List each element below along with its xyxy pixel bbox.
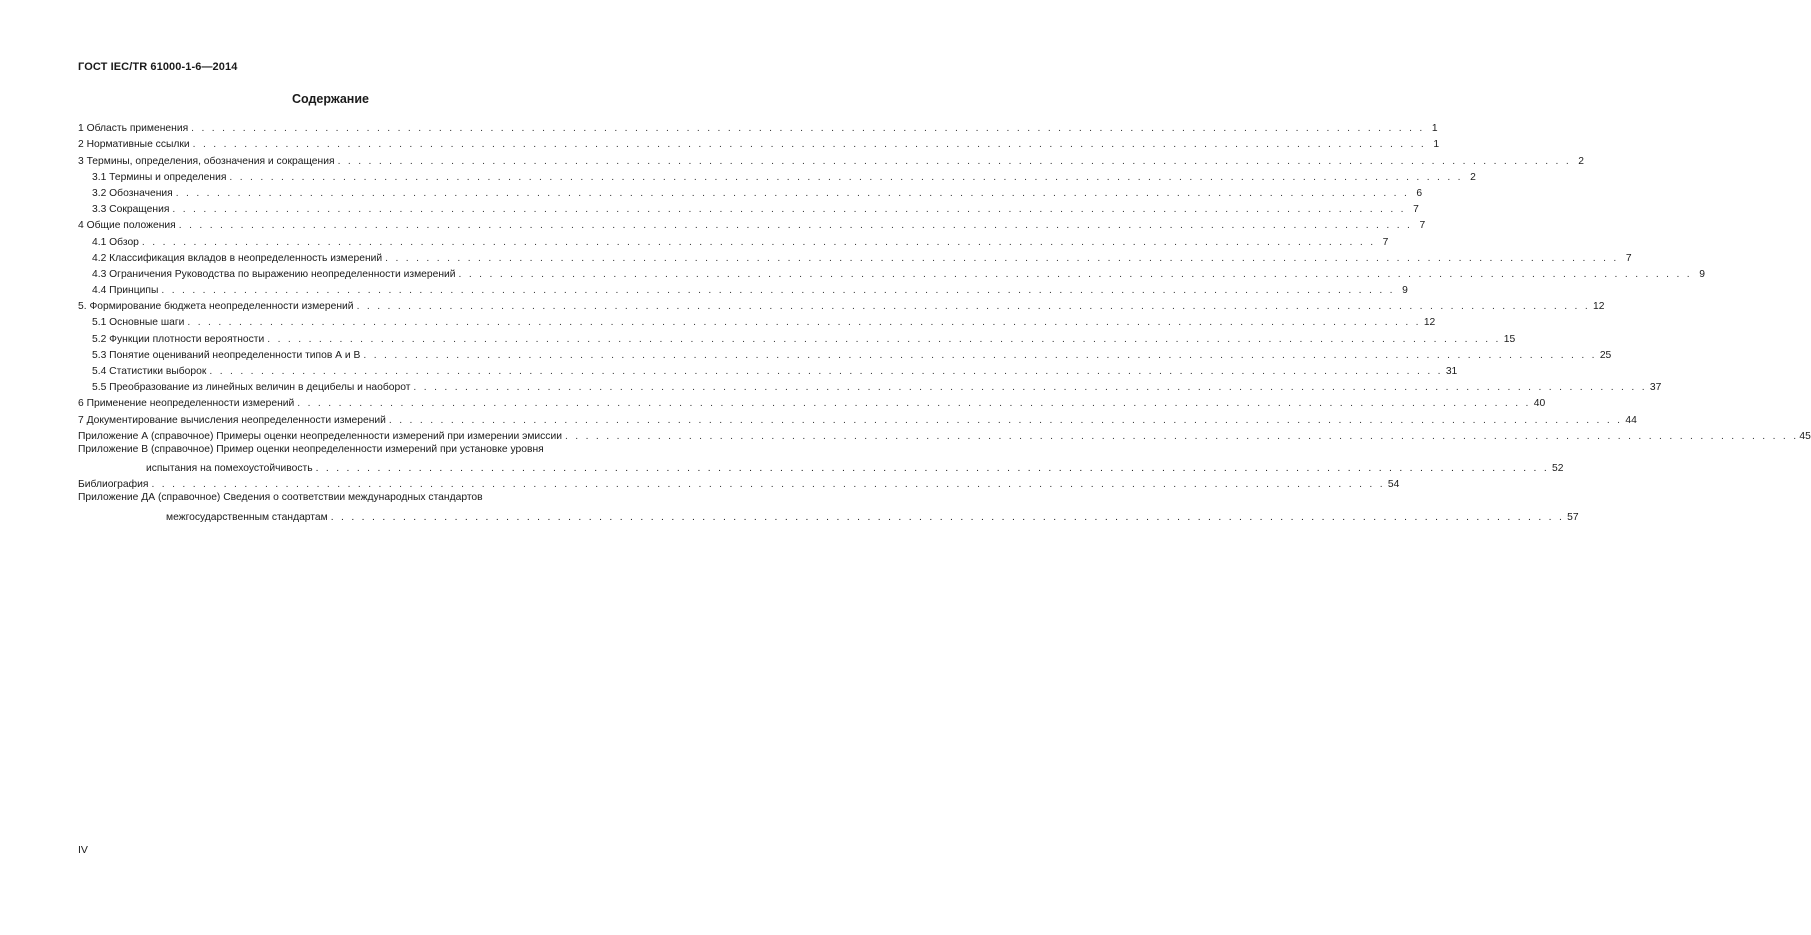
toc-entry-label: 5.5 Преобразование из линейных величин в децибелы и наоборот [92, 382, 411, 394]
toc-entry-label: 5.2 Функции плотности вероятности [92, 333, 265, 345]
toc-entry-label: 7 Документирование вычисления неопределенности измерений [78, 414, 386, 426]
table-of-contents [78, 119, 1811, 524]
dot-leader: . . . . . . . . . . . . . . . . . . . . . . . . . . . . . . . . . . . . . . . . . . . . . . . . . . . . . . . . . . . . . . . . . . . . . . . . . . . . . . . . . . . . . . . . . . . . . . . . . . . . . . . . . . . . . . . . . . . . . . . . [297, 398, 1531, 410]
toc-title: Содержание [291, 92, 369, 106]
toc-entry-annex-da-line2: межгосударственным стандартам [166, 511, 328, 523]
toc-entry-label: Приложение А (справочное) Примеры оценки неопределенности измерений при измерении эмиссии [78, 430, 562, 442]
toc-entry[interactable] [78, 329, 1516, 345]
toc-entry-page: 7 [1419, 220, 1426, 232]
dot-leader: . . . . . . . . . . . . . . . . . . . . . . . . . . . . . . . . . . . . . . . . . . . . . . . . . . . . . . . . . . . . . . . . . . . . . . . . . . . . . . . . . . . . . . . . . . . . . . . . . . . . . . . . . . . . . . . . . . . . . . . . [172, 204, 1406, 216]
toc-entry-page: 15 [1503, 333, 1516, 345]
toc-entry[interactable] [78, 281, 1408, 297]
dot-leader: . . . . . . . . . . . . . . . . . . . . . . . . . . . . . . . . . . . . . . . . . . . . . . . . . . . . . . . . . . . . . . . . . . . . . . . . . . . . . . . . . . . . . . . . . . . . . . . . . . . . . . . . . . . . . . . . . . . . . . . . [229, 171, 1463, 183]
toc-entry-page: 9 [1402, 285, 1408, 297]
toc-entry-label: 5.3 Понятие оцениваний неопределенности типов А и В [92, 349, 361, 361]
toc-entry[interactable] [78, 378, 1662, 394]
toc-entry-label: 5.1 Основные шаги [92, 317, 185, 329]
dot-leader: . . . . . . . . . . . . . . . . . . . . . . . . . . . . . . . . . . . . . . . . . . . . . . . . . . . . . . . . . . . . . . . . . . . . . . . . . . . . . . . . . . . . . . . . . . . . . . . . . . . . . . . . . . . . . . . . . . . . . . . . [413, 382, 1647, 394]
toc-entry-label: 4.3 Ограничения Руководства по выражению неопределенности измерений [92, 268, 456, 280]
toc-entry-page: 12 [1593, 301, 1605, 313]
dot-leader: . . . . . . . . . . . . . . . . . . . . . . . . . . . . . . . . . . . . . . . . . . . . . . . . . . . . . . . . . . . . . . . . . . . . . . . . . . . . . . . . . . . . . . . . . . . . . . . . . . . . . . . . . . . . . . . . . . . . . . . . [564, 430, 1799, 442]
toc-entry-annex-b-line2: испытания на помехоустойчивость [146, 463, 313, 475]
toc-entry-page: 2 [1470, 171, 1476, 183]
toc-entry[interactable] [78, 232, 1389, 248]
toc-entry-annex-da-line1: Приложение ДА (справочное) Сведения о соответствии международных стандартов [78, 492, 483, 504]
document-code: ГОСТ IEC/TR 61000-1-6—2014 [78, 61, 238, 73]
toc-entry-label: 3 Термины, определения, обозначения и сокращения [78, 155, 335, 167]
toc-entry-label: 5. Формирование бюджета неопределенности измерений [78, 301, 354, 313]
dot-leader: . . . . . . . . . . . . . . . . . . . . . . . . . . . . . . . . . . . . . . . . . . . . . . . . . . . . . . . . . . . . . . . . . . . . . . . . . . . . . . . . . . . . . . . . . . . . . . . . . . . . . . . . . . . . . . . . . . . . . . . . [356, 301, 1590, 313]
toc-entry[interactable] [78, 394, 1546, 410]
toc-entry[interactable] [78, 184, 1423, 200]
toc-entry-label: 4.4 Принципы [92, 285, 159, 297]
toc-entry-page: 37 [1649, 382, 1662, 394]
toc-entry-page: 45 [1799, 430, 1811, 442]
dot-leader: . . . . . . . . . . . . . . . . . . . . . . . . . . . . . . . . . . . . . . . . . . . . . . . . . . . . . . . . . . . . . . . . . . . . . . . . . . . . . . . . . . . . . . . . . . . . . . . . . . . . . . . . . . . . . . . . . . . . . . . . [191, 123, 1425, 135]
dot-leader: . . . . . . . . . . . . . . . . . . . . . . . . . . . . . . . . . . . . . . . . . . . . . . . . . . . . . . . . . . . . . . . . . . . . . . . . . . . . . . . . . . . . . . . . . . . . . . . . . . . . . . . . . . . . . . . . . . . . . . . . [330, 511, 1565, 523]
dot-leader: . . . . . . . . . . . . . . . . . . . . . . . . . . . . . . . . . . . . . . . . . . . . . . . . . . . . . . . . . . . . . . . . . . . . . . . . . . . . . . . . . . . . . . . . . . . . . . . . . . . . . . . . . . . . . . . . . . . . . . . . [315, 463, 1550, 475]
toc-entry[interactable] [78, 119, 1438, 135]
dot-leader: . . . . . . . . . . . . . . . . . . . . . . . . . . . . . . . . . . . . . . . . . . . . . . . . . . . . . . . . . . . . . . . . . . . . . . . . . . . . . . . . . . . . . . . . . . . . . . . . . . . . . . . . . . . . . . . . . . . . . . . . [175, 187, 1410, 199]
toc-entry[interactable] [78, 362, 1458, 378]
toc-entry-annex-b[interactable] [78, 443, 1564, 475]
toc-entry-page: 12 [1423, 317, 1436, 329]
dot-leader: . . . . . . . . . . . . . . . . . . . . . . . . . . . . . . . . . . . . . . . . . . . . . . . . . . . . . . . . . . . . . . . . . . . . . . . . . . . . . . . . . . . . . . . . . . . . . . . . . . . . . . . . . . . . . . . . . . . . . . . . [388, 414, 1623, 426]
dot-leader: . . . . . . . . . . . . . . . . . . . . . . . . . . . . . . . . . . . . . . . . . . . . . . . . . . . . . . . . . . . . . . . . . . . . . . . . . . . . . . . . . . . . . . . . . . . . . . . . . . . . . . . . . . . . . . . . . . . . . . . . [192, 139, 1427, 151]
dot-leader: . . . . . . . . . . . . . . . . . . . . . . . . . . . . . . . . . . . . . . . . . . . . . . . . . . . . . . . . . . . . . . . . . . . . . . . . . . . . . . . . . . . . . . . . . . . . . . . . . . . . . . . . . . . . . . . . . . . . . . . . [385, 252, 1619, 264]
toc-entry-page: 57 [1567, 511, 1579, 523]
toc-entry-label: 2 Нормативные ссылки [78, 139, 190, 151]
toc-entry-label: 3.3 Сокращения [92, 204, 170, 216]
toc-entry-page: 7 [1413, 204, 1419, 216]
toc-entry-label: 3.2 Обозначения [92, 187, 173, 199]
toc-entry-label: 5.4 Статистики выборок [92, 366, 207, 377]
toc-entry[interactable] [78, 135, 1440, 151]
toc-entry-label: 4.2 Классификация вкладов в неопределенность измерений [92, 252, 383, 264]
toc-entry[interactable] [78, 346, 1612, 362]
toc-entry-label: 6 Применение неопределенности измерений [78, 398, 295, 410]
toc-entry-page: 1 [1431, 123, 1438, 135]
toc-entry-label: Библиография [78, 479, 149, 491]
toc-entry-page: 31 [1445, 366, 1458, 377]
dot-leader: . . . . . . . . . . . . . . . . . . . . . . . . . . . . . . . . . . . . . . . . . . . . . . . . . . . . . . . . . . . . . . . . . . . . . . . . . . . . . . . . . . . . . . . . . . . . . . . . . . . . . . . . . . . . . . . . . . . . . . . . [363, 349, 1597, 361]
toc-entry-page: 25 [1599, 349, 1612, 361]
toc-entry-annex-b-line1: Приложение В (справочное) Пример оценки неопределенности измерений при установке уровня [78, 443, 544, 455]
toc-entry-page: 2 [1578, 155, 1584, 167]
dot-leader: . . . . . . . . . . . . . . . . . . . . . . . . . . . . . . . . . . . . . . . . . . . . . . . . . . . . . . . . . . . . . . . . . . . . . . . . . . . . . . . . . . . . . . . . . . . . . . . . . . . . . . . . . . . . . . . . . . . . . . . . [141, 236, 1376, 248]
page-number: IV [78, 844, 88, 856]
toc-entry[interactable] [78, 265, 1705, 281]
toc-entry-page: 40 [1533, 398, 1546, 410]
toc-entry-page: 54 [1387, 479, 1400, 491]
dot-leader: . . . . . . . . . . . . . . . . . . . . . . . . . . . . . . . . . . . . . . . . . . . . . . . . . . . . . . . . . . . . . . . . . . . . . . . . . . . . . . . . . . . . . . . . . . . . . . . . . . . . . . . . . . . . . . . . . . . . . . . . [209, 366, 1443, 377]
dot-leader: . . . . . . . . . . . . . . . . . . . . . . . . . . . . . . . . . . . . . . . . . . . . . . . . . . . . . . . . . . . . . . . . . . . . . . . . . . . . . . . . . . . . . . . . . . . . . . . . . . . . . . . . . . . . . . . . . . . . . . . . [178, 220, 1413, 232]
toc-entry[interactable] [78, 249, 1632, 265]
toc-entry-label: 1 Область применения [78, 123, 189, 135]
toc-entry-page: 7 [1625, 252, 1632, 264]
toc-entry-label: 4 Общие положения [78, 220, 176, 232]
dot-leader: . . . . . . . . . . . . . . . . . . . . . . . . . . . . . . . . . . . . . . . . . . . . . . . . . . . . . . . . . . . . . . . . . . . . . . . . . . . . . . . . . . . . . . . . . . . . . . . . . . . . . . . . . . . . . . . . . . . . . . . . [161, 285, 1395, 297]
toc-entry[interactable] [78, 475, 1400, 491]
toc-entry-page: 44 [1625, 414, 1637, 426]
toc-entry[interactable] [78, 216, 1426, 232]
toc-entry-label: 4.1 Обзор [92, 236, 139, 248]
toc-entry[interactable] [78, 297, 1605, 313]
toc-entry-page: 1 [1433, 139, 1440, 151]
dot-leader: . . . . . . . . . . . . . . . . . . . . . . . . . . . . . . . . . . . . . . . . . . . . . . . . . . . . . . . . . . . . . . . . . . . . . . . . . . . . . . . . . . . . . . . . . . . . . . . . . . . . . . . . . . . . . . . . . . . . . . . . [187, 317, 1421, 329]
dot-leader: . . . . . . . . . . . . . . . . . . . . . . . . . . . . . . . . . . . . . . . . . . . . . . . . . . . . . . . . . . . . . . . . . . . . . . . . . . . . . . . . . . . . . . . . . . . . . . . . . . . . . . . . . . . . . . . . . . . . . . . . [151, 479, 1385, 491]
toc-entry[interactable] [78, 410, 1637, 426]
toc-entry-page: 7 [1382, 236, 1389, 248]
dot-leader: . . . . . . . . . . . . . . . . . . . . . . . . . . . . . . . . . . . . . . . . . . . . . . . . . . . . . . . . . . . . . . . . . . . . . . . . . . . . . . . . . . . . . . . . . . . . . . . . . . . . . . . . . . . . . . . . . . . . . . . . [458, 268, 1692, 280]
toc-entry-page: 9 [1699, 268, 1705, 280]
toc-entry-page: 6 [1416, 187, 1423, 199]
dot-leader: . . . . . . . . . . . . . . . . . . . . . . . . . . . . . . . . . . . . . . . . . . . . . . . . . . . . . . . . . . . . . . . . . . . . . . . . . . . . . . . . . . . . . . . . . . . . . . . . . . . . . . . . . . . . . . . . . . . . . . . . [267, 333, 1501, 345]
toc-entry-annex-da[interactable] [78, 491, 1579, 523]
toc-entry[interactable] [78, 151, 1584, 167]
toc-entry[interactable] [78, 200, 1419, 216]
toc-entry[interactable] [78, 168, 1476, 184]
toc-entry[interactable] [78, 313, 1436, 329]
toc-entry-label: 3.1 Термины и определения [92, 171, 227, 183]
dot-leader: . . . . . . . . . . . . . . . . . . . . . . . . . . . . . . . . . . . . . . . . . . . . . . . . . . . . . . . . . . . . . . . . . . . . . . . . . . . . . . . . . . . . . . . . . . . . . . . . . . . . . . . . . . . . . . . . . . . . . . . . [337, 155, 1571, 167]
toc-entry[interactable] [78, 427, 1811, 443]
toc-entry-page: 52 [1552, 463, 1564, 475]
